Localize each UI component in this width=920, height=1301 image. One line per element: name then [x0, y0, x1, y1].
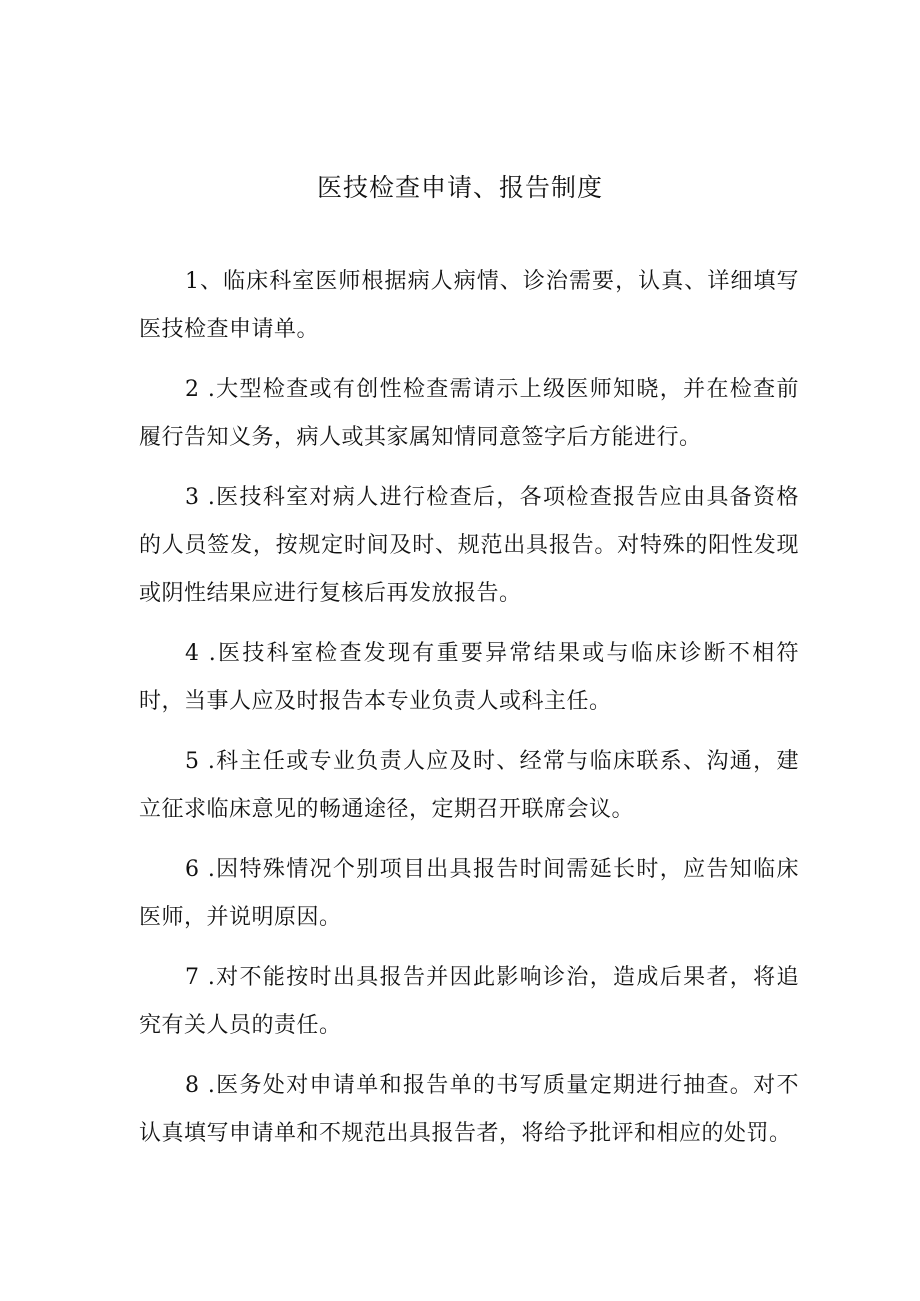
document-title: 医技检查申请、报告制度 — [316, 173, 603, 202]
document-body — [139, 258, 799, 1170]
paragraph-8: 8 .医务处对申请单和报告单的书写质量定期进行抽查。对不认真填写申请单和不规范出具报告者，将给予批评和相应的处罚。 — [139, 1073, 799, 1146]
paragraph-4: 4 .医技科室检查发现有重要异常结果或与临床诊断不相符时，当事人应及时报告本专业负责人或科主任。 — [139, 641, 799, 714]
paragraph-5: 5 .科主任或专业负责人应及时、经常与临床联系、沟通，建立征求临床意见的畅通途径，定期召开联席会议。 — [139, 749, 799, 822]
paragraph-7: 7 .对不能按时出具报告并因此影响诊治，造成后果者，将追究有关人员的责任。 — [139, 965, 799, 1038]
paragraph-2: 2 .大型检查或有创性检查需请示上级医师知晓，并在检查前履行告知义务，病人或其家属知情同意签字后方能进行。 — [139, 377, 799, 450]
paragraph-3: 3 .医技科室对病人进行检查后，各项检查报告应由具备资格的人员签发，按规定时间及时、规范出具报告。对特殊的阳性发现或阴性结果应进行复核后再发放报告。 — [139, 485, 799, 606]
paragraph-1: 1、临床科室医师根据病人病情、诊治需要，认真、详细填写医技检查申请单。 — [139, 269, 799, 342]
paragraph-6: 6 .因特殊情况个别项目出具报告时间需延长时，应告知临床医师，并说明原因。 — [139, 857, 799, 930]
